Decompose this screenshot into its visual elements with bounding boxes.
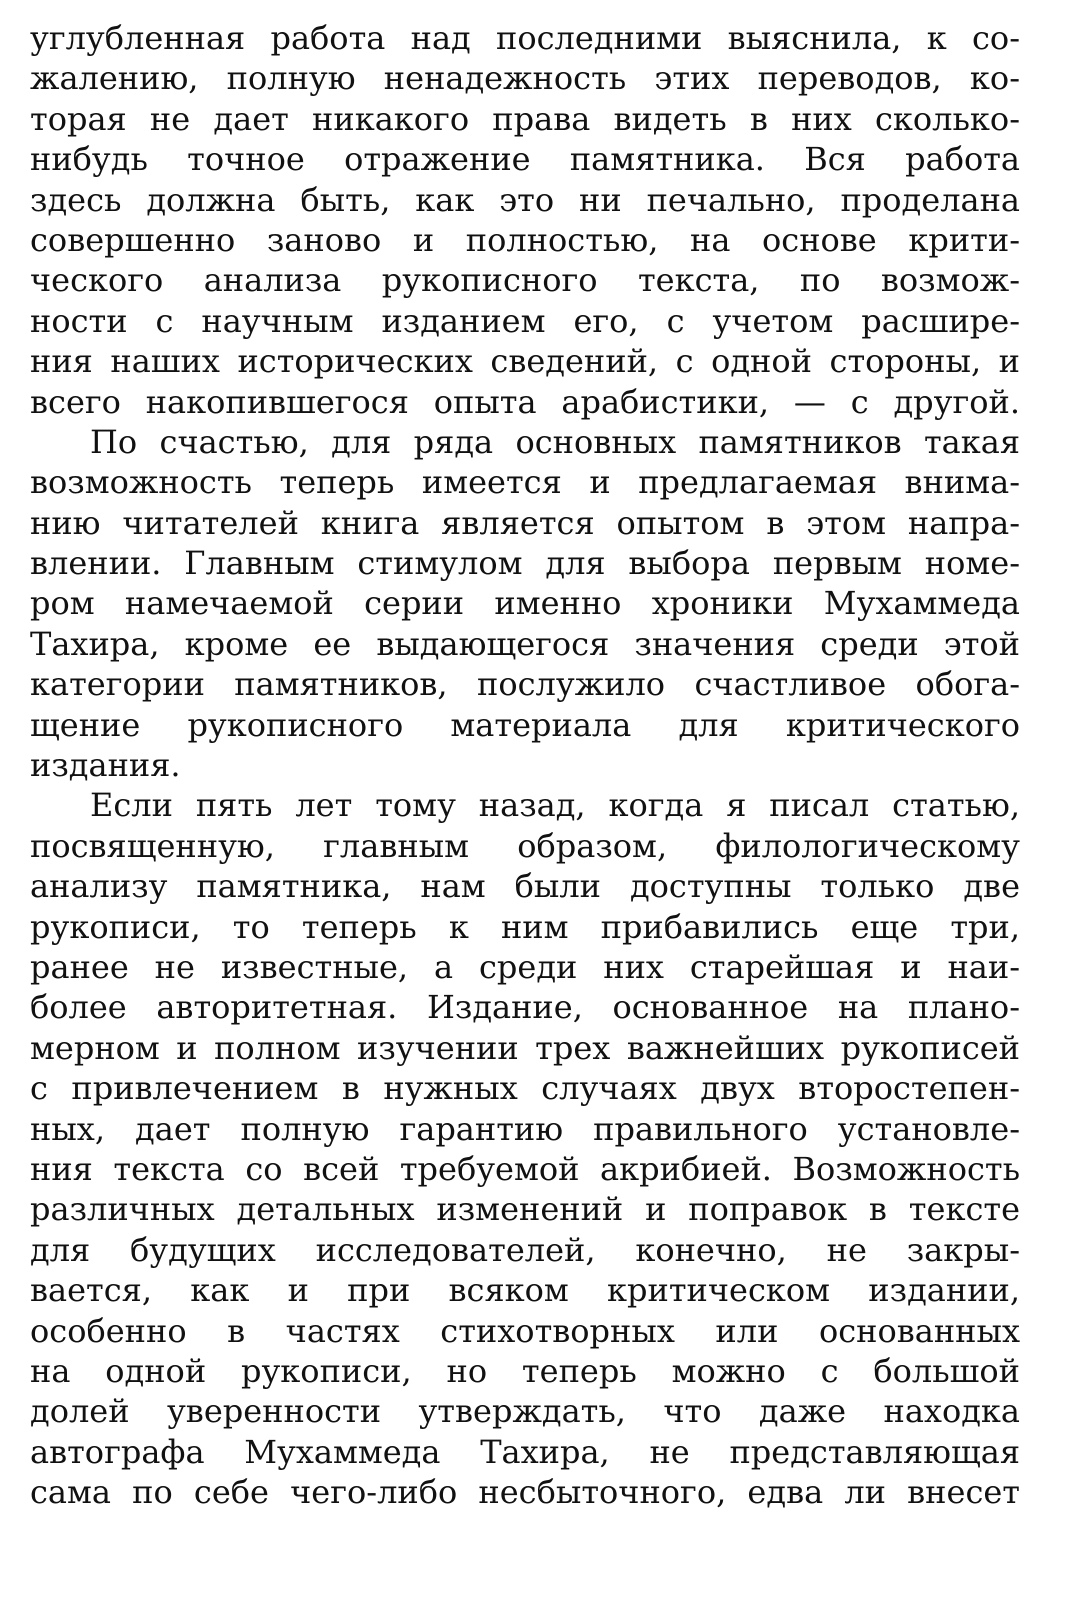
- text-line: рукописи, то теперь к ним прибавились еще три,: [30, 907, 1020, 946]
- text-line: ческого анализа рукописного текста, по возмож-: [30, 261, 1020, 300]
- page-text: [30, 18, 1020, 1512]
- text-line: углубленная работа над последними выяснила, к со-: [30, 19, 1020, 57]
- text-line: посвященную, главным образом, филологическому: [30, 826, 1020, 865]
- text-line: различных детальных изменений и поправок в тексте: [30, 1190, 1020, 1229]
- paragraph-3: [30, 785, 1020, 1512]
- paragraph-1: [30, 18, 1020, 422]
- text-line: возможность теперь имеется и предлагаемая внима-: [30, 463, 1020, 502]
- text-line: ния наших исторических сведений, с одной стороны, и: [30, 342, 1020, 381]
- text-line: анализу памятника, нам были доступны только две: [30, 867, 1020, 906]
- text-line: долей уверенности утверждать, что даже находка: [30, 1392, 1020, 1431]
- text-line: нию читателей книга является опытом в этом напра-: [30, 503, 1020, 542]
- text-line: вается, как и при всяком критическом издании,: [30, 1271, 1020, 1310]
- text-line: сама по себе чего-либо несбыточного, едва ли внесет: [30, 1473, 1020, 1512]
- text-line: на одной рукописи, но теперь можно с большой: [30, 1351, 1020, 1390]
- text-line: ния текста со всей требуемой акрибией. Возможность: [30, 1149, 1020, 1188]
- text-line: ности с научным изданием его, с учетом расшире-: [30, 301, 1020, 340]
- text-line: здесь должна быть, как это ни печально, проделана: [30, 180, 1020, 219]
- text-line: влении. Главным стимулом для выбора первым номе-: [30, 544, 1020, 583]
- text-line: особенно в частях стихотворных или основанных: [30, 1311, 1020, 1350]
- text-line: издания.: [30, 746, 181, 785]
- text-line: более авторитетная. Издание, основанное на плано-: [30, 988, 1020, 1027]
- text-line: категории памятников, послужило счастливое обога-: [30, 665, 1020, 704]
- text-line: Если пять лет тому назад, когда я писал статью,: [90, 786, 1020, 825]
- text-line: ранее не известные, а среди них старейшая и наи-: [30, 947, 1020, 986]
- text-line: По счастью, для ряда основных памятников такая: [90, 422, 1020, 461]
- text-line: мерном и полном изучении трех важнейших рукописей: [30, 1028, 1020, 1067]
- text-line: с привлечением в нужных случаях двух второстепен-: [30, 1069, 1020, 1108]
- text-line: для будущих исследователей, конечно, не закры-: [30, 1230, 1020, 1269]
- text-line: торая не дает никакого права видеть в них сколько-: [30, 99, 1020, 138]
- text-line: ром намечаемой серии именно хроники Мухаммеда: [30, 584, 1020, 623]
- text-line: щение рукописного материала для критического: [30, 705, 1020, 744]
- text-line: Тахира, кроме ее выдающегося значения среди этой: [30, 624, 1020, 663]
- text-line: нибудь точное отражение памятника. Вся работа: [30, 140, 1020, 179]
- text-line: всего накопившегося опыта арабистики, — с другой.: [30, 382, 1020, 421]
- text-line: жалению, полную ненадежность этих переводов, ко-: [30, 59, 1020, 98]
- text-line: совершенно заново и полностью, на основе крити-: [30, 220, 1020, 259]
- text-line: автографа Мухаммеда Тахира, не представляющая: [30, 1432, 1020, 1471]
- paragraph-2: [30, 422, 1020, 786]
- text-line: ных, дает полную гарантию правильного установле-: [30, 1109, 1020, 1148]
